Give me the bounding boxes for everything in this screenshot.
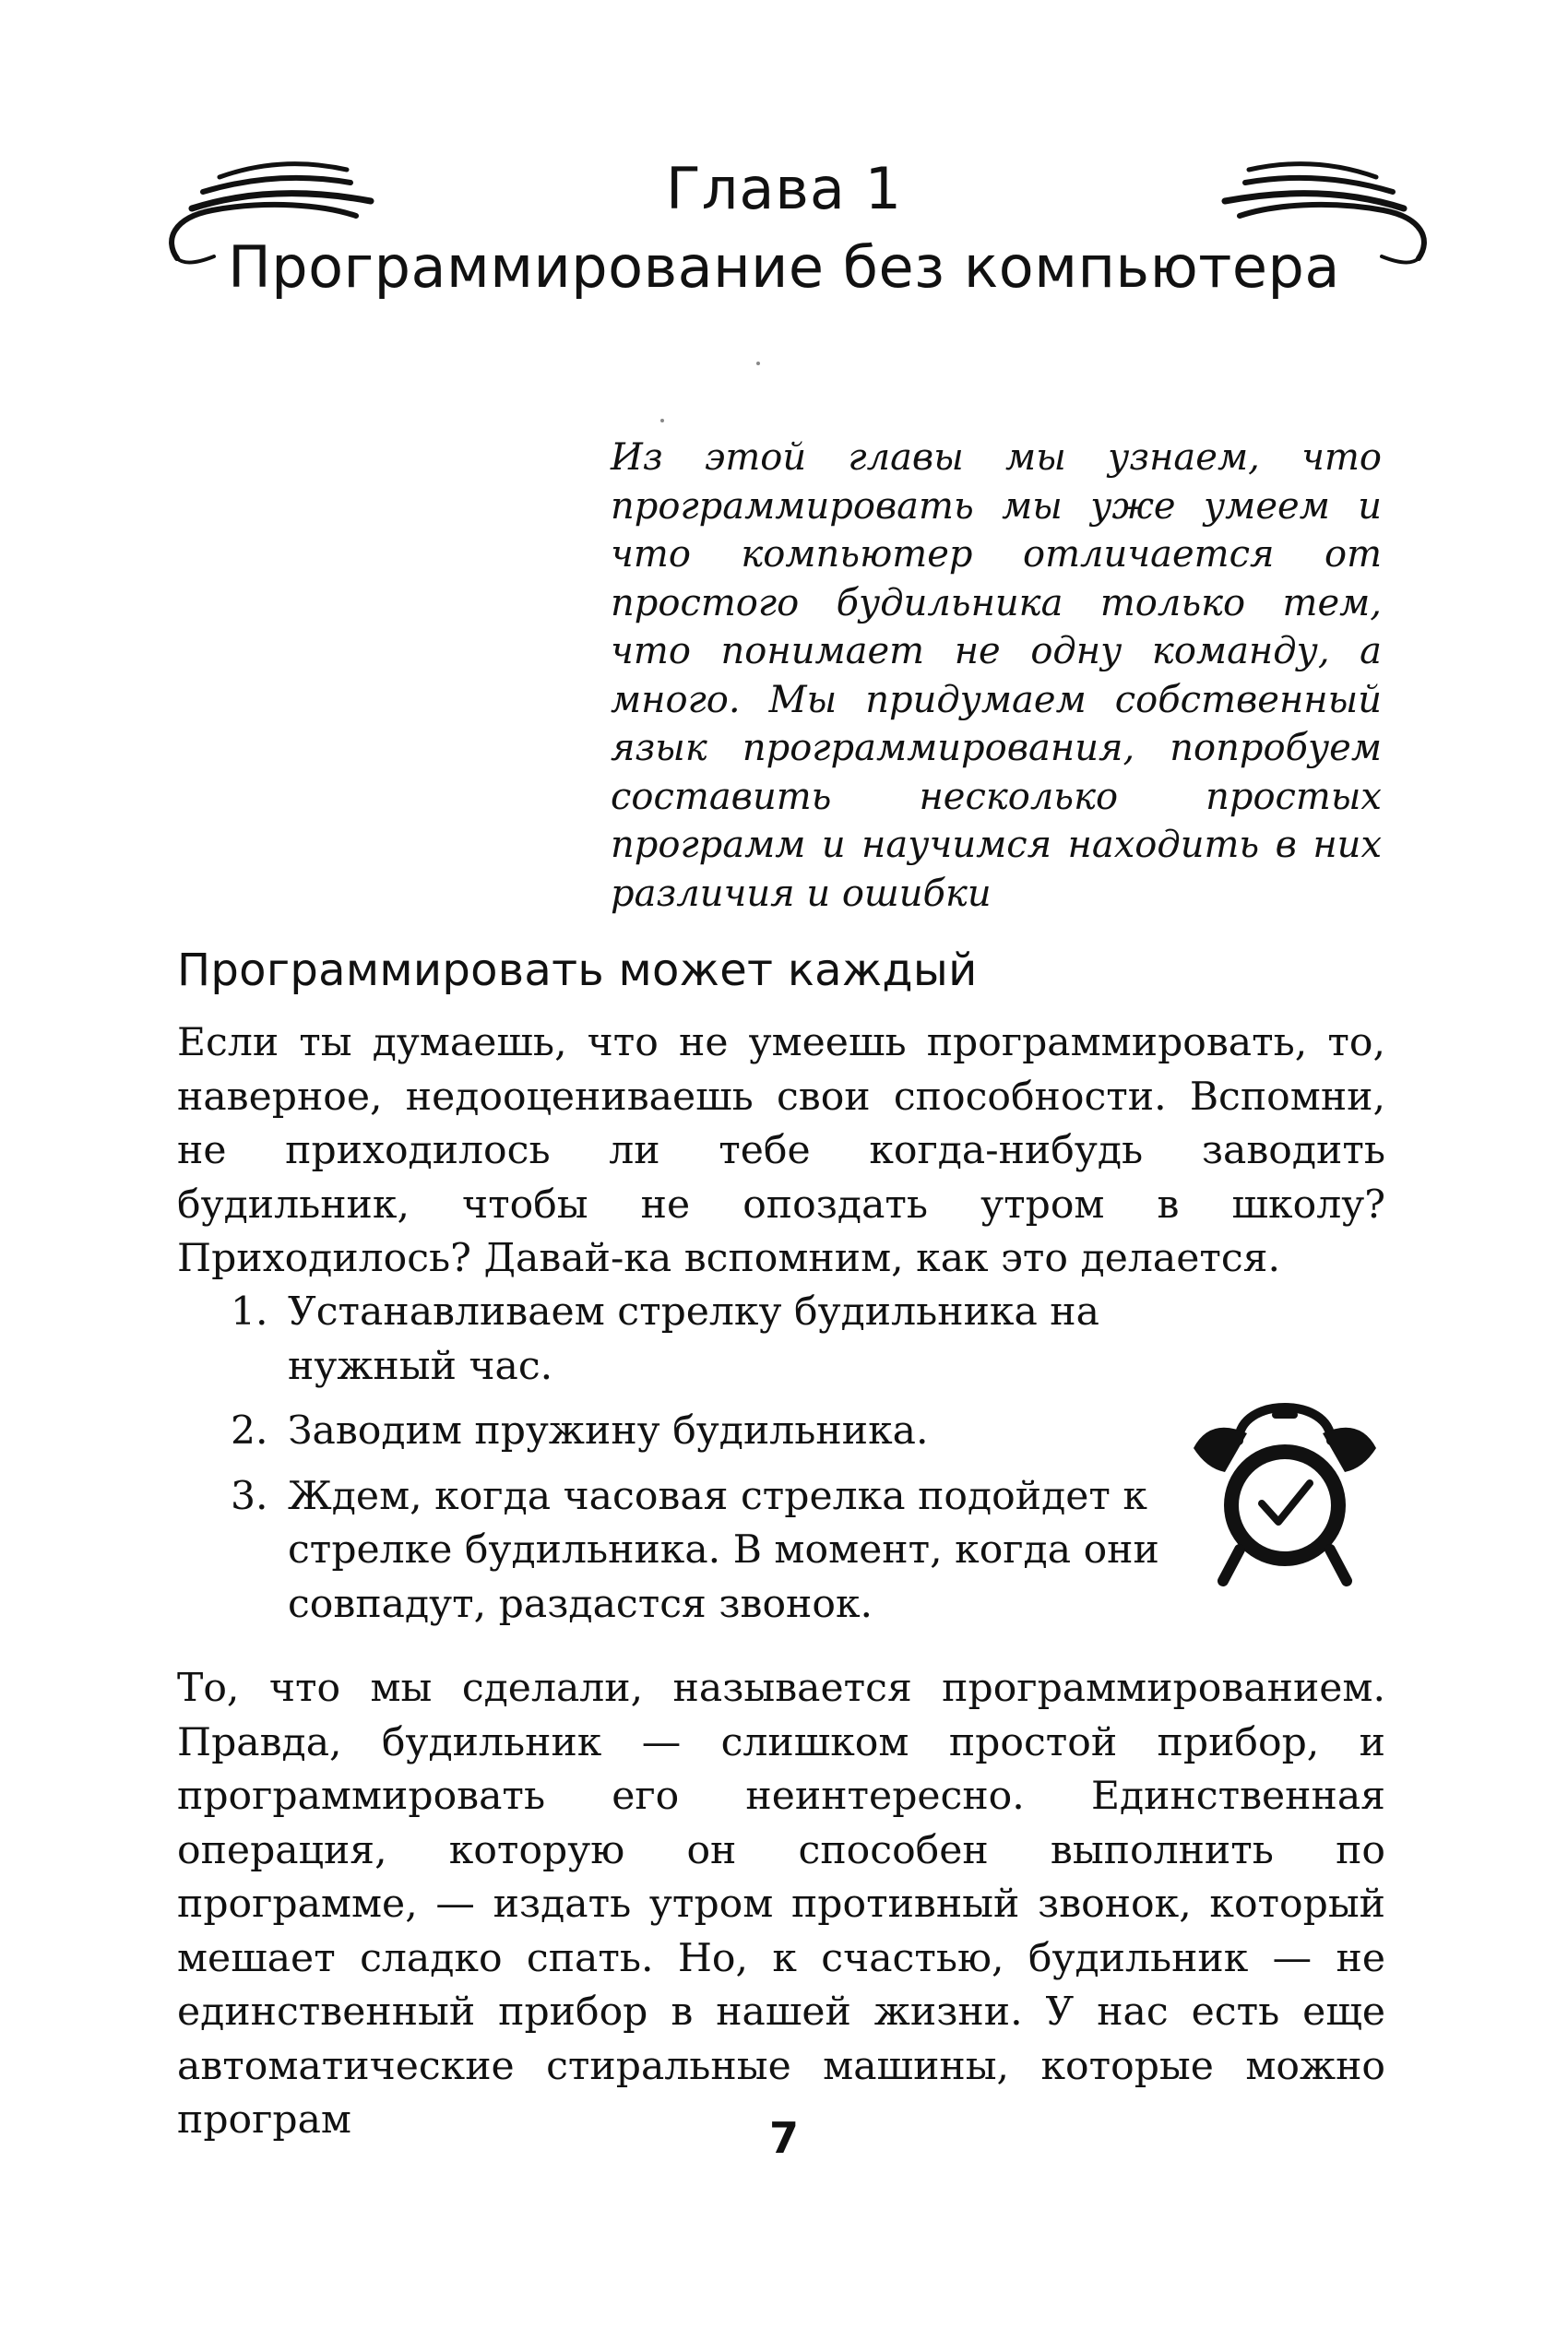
section-heading: Программировать может каждый — [177, 944, 978, 996]
step-item — [231, 1470, 1162, 1633]
chapter-title: Программирование без компьютера — [228, 233, 1340, 301]
scan-speck — [756, 362, 760, 365]
step-text: Ждем, когда часовая стрелка подойдет к стрелке будильника. В момент, когда они совпадут, раздастся звонок. — [288, 1473, 1159, 1627]
step-number: 2. — [231, 1408, 268, 1454]
step-number: 1. — [231, 1289, 268, 1335]
epigraph-text: Из этой главы мы узнаем, что программировать мы уже умеем и что компьютер отличается от простого будильника только тем, что понимает не одну команду, а много. Мы придумаем собственный язык программирования, попробуем составить несколько простых программ и научимся находить в них различия и ошибки — [611, 436, 1382, 915]
body-paragraph — [177, 1016, 1385, 1287]
step-text: Устанавливаем стрелку будильника на нужный час. — [288, 1289, 1099, 1389]
step-text: Заводим пружину будильника. — [288, 1408, 929, 1454]
page-number: 7 — [768, 2113, 799, 2163]
chapter-label: Глава 1 — [665, 155, 903, 222]
chapter-header — [157, 138, 1411, 323]
alarm-clock-icon — [1188, 1376, 1382, 1598]
paragraph-text: Если ты думаешь, что не умеешь программировать, то, наверное, недооцениваешь свои способности. Вспомни, не приходилось ли тебе когда-нибудь заводить будильник, чтобы не опоздать утром в школу? Приходилось? Давай-ка вспомним, как это делается. — [177, 1020, 1385, 1281]
step-item — [231, 1286, 1162, 1394]
paragraph-text: То, что мы сделали, называется программированием. Правда, будильник — слишком простой прибор, и программировать его неинтересно. Единственная операция, которую он способен выполнить по программе, — издать утром противный звонок, который мешает сладко спать. Но, к счастью, будильник — не единственный прибор в нашей жизни. У нас есть еще автоматические стиральные машины, которые можно програм — [177, 1666, 1385, 2143]
scan-speck — [660, 419, 664, 422]
steps-list — [231, 1286, 1162, 1643]
step-item — [231, 1405, 1162, 1459]
body-paragraph — [177, 1662, 1385, 2148]
chapter-epigraph — [611, 434, 1382, 918]
step-number: 3. — [231, 1473, 268, 1519]
